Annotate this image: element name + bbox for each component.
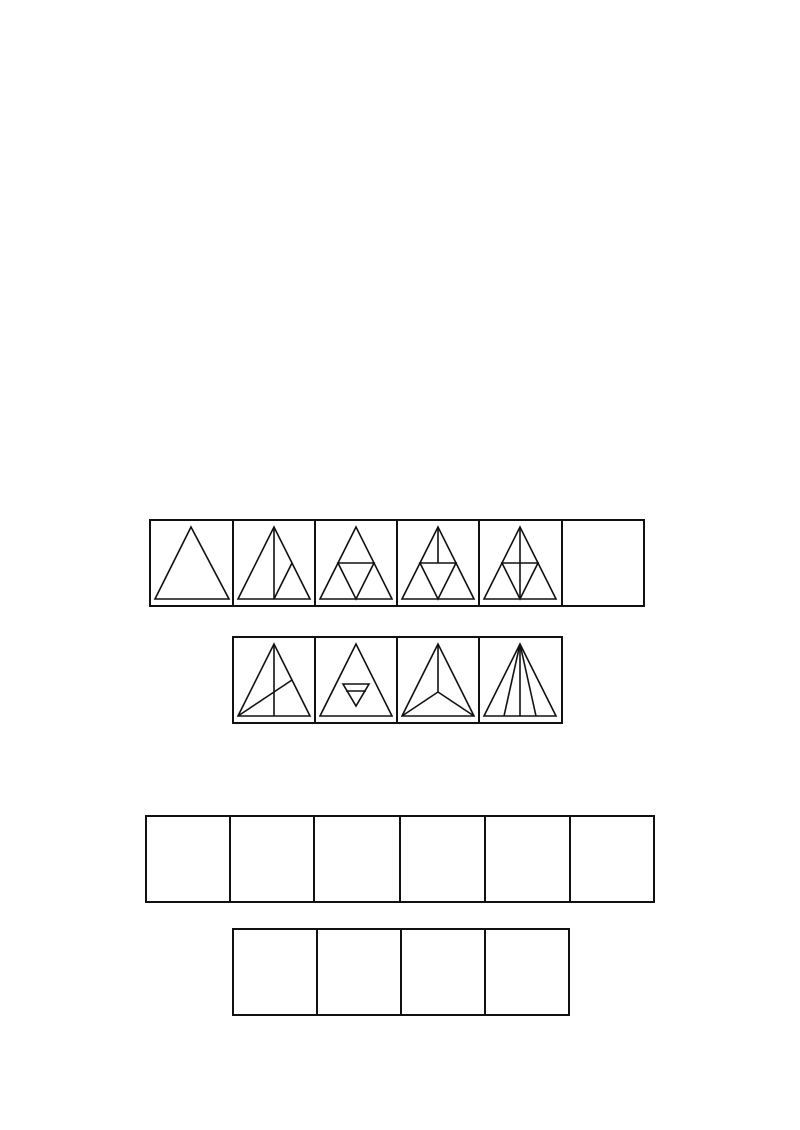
q76-figure-5 — [484, 527, 556, 599]
q76-figure-1 — [155, 527, 229, 599]
q76-option-b-figure[interactable] — [320, 644, 392, 716]
q76-figure-4 — [402, 527, 474, 599]
q76-option-d-figure[interactable] — [484, 644, 556, 716]
q76-figure-3 — [320, 527, 392, 599]
q76-option-a-figure[interactable] — [238, 644, 310, 716]
q76-figure-2 — [238, 527, 310, 599]
q76-option-c-figure[interactable] — [402, 644, 474, 716]
